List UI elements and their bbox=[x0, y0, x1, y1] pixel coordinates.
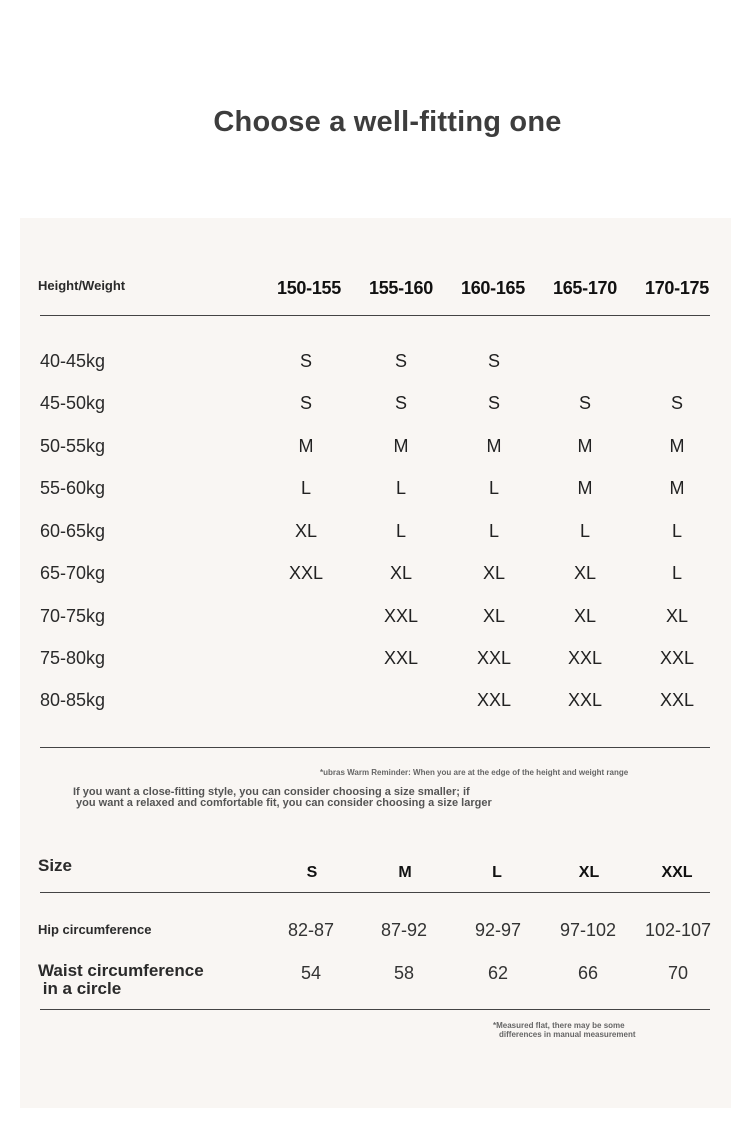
size-column-header: XL bbox=[578, 864, 600, 881]
weight-row-label: 65-70kg bbox=[40, 563, 106, 583]
page-title: Choose a well-fitting one bbox=[213, 106, 562, 138]
size-column-header: L bbox=[492, 864, 502, 881]
size-cell: XXL bbox=[567, 648, 603, 668]
warm-reminder-line-1: If you want a close-fitting style, you can consider choosing a size smaller; if bbox=[73, 786, 470, 798]
size-cell: M bbox=[486, 436, 502, 456]
measurement-bottom-divider bbox=[40, 1009, 710, 1010]
waist-label-line-1: Waist circumference bbox=[38, 961, 204, 980]
measurement-note-line-1: *Measured flat, there may be some bbox=[493, 1021, 625, 1030]
waist-value: 58 bbox=[393, 963, 415, 983]
size-cell: L bbox=[579, 521, 590, 541]
size-cell: L bbox=[671, 563, 682, 583]
size-cell: S bbox=[578, 393, 591, 413]
size-cell: XL bbox=[573, 563, 597, 583]
size-cell: S bbox=[394, 393, 407, 413]
height-column-header: 150-155 bbox=[277, 278, 341, 298]
size-cell: XXL bbox=[659, 648, 695, 668]
hip-value: 97-102 bbox=[559, 920, 617, 940]
weight-row-label: 80-85kg bbox=[40, 690, 106, 710]
weight-row-label: 60-65kg bbox=[40, 521, 106, 541]
size-cell: XXL bbox=[659, 690, 695, 710]
warm-reminder-line-2: you want a relaxed and comfortable fit, you can consider choosing a size larger bbox=[73, 797, 492, 809]
weight-row-label: 50-55kg bbox=[40, 436, 106, 456]
weight-row-label: 45-50kg bbox=[40, 393, 106, 413]
size-cell: L bbox=[395, 521, 406, 541]
size-cell: M bbox=[669, 436, 685, 456]
size-cell: XL bbox=[573, 606, 597, 626]
height-column-header: 170-175 bbox=[645, 278, 709, 298]
size-cell: L bbox=[488, 478, 499, 498]
height-column-header: 160-165 bbox=[461, 278, 525, 298]
weight-row-label: 75-80kg bbox=[40, 648, 106, 668]
size-cell: M bbox=[669, 478, 685, 498]
height-column-header: 155-160 bbox=[369, 278, 433, 298]
size-cell: XXL bbox=[476, 690, 512, 710]
warm-reminder-text bbox=[73, 787, 492, 809]
size-cell: XXL bbox=[383, 648, 419, 668]
size-corner-label: Size bbox=[38, 856, 73, 875]
size-cell: XXL bbox=[288, 563, 324, 583]
hip-value: 87-92 bbox=[380, 920, 428, 940]
size-cell: M bbox=[298, 436, 314, 456]
table-bottom-divider bbox=[40, 747, 710, 748]
size-cell: XL bbox=[665, 606, 689, 626]
size-cell: S bbox=[299, 393, 312, 413]
measurement-note bbox=[493, 1021, 636, 1039]
size-cell: XXL bbox=[476, 648, 512, 668]
size-cell: S bbox=[487, 351, 500, 371]
hip-value: 102-107 bbox=[644, 920, 712, 940]
size-column-header: M bbox=[398, 864, 412, 881]
size-cell: L bbox=[300, 478, 311, 498]
warm-reminder-heading: *ubras Warm Reminder: When you are at the edge of the height and weight range bbox=[320, 768, 629, 777]
size-cell: XXL bbox=[567, 690, 603, 710]
size-cell: XL bbox=[389, 563, 413, 583]
weight-row-label: 70-75kg bbox=[40, 606, 106, 626]
waist-value: 62 bbox=[487, 963, 509, 983]
size-cell: XL bbox=[482, 563, 506, 583]
size-cell: XXL bbox=[383, 606, 419, 626]
size-cell: XL bbox=[294, 521, 318, 541]
size-cell: XL bbox=[482, 606, 506, 626]
size-cell: L bbox=[671, 521, 682, 541]
size-cell: S bbox=[299, 351, 312, 371]
size-column-header: XXL bbox=[661, 864, 693, 881]
size-cell: S bbox=[394, 351, 407, 371]
height-column-header: 165-170 bbox=[553, 278, 617, 298]
weight-row-label: 40-45kg bbox=[40, 351, 106, 371]
waist-value: 70 bbox=[667, 963, 689, 983]
size-header-divider bbox=[40, 892, 710, 893]
size-cell: M bbox=[577, 436, 593, 456]
size-cell: M bbox=[393, 436, 409, 456]
height-weight-corner-label: Height/Weight bbox=[38, 278, 126, 293]
size-column-header: S bbox=[306, 864, 318, 881]
size-cell: L bbox=[488, 521, 499, 541]
waist-value: 66 bbox=[577, 963, 599, 983]
size-cell: S bbox=[487, 393, 500, 413]
size-cell: M bbox=[577, 478, 593, 498]
header-divider bbox=[40, 315, 710, 316]
waist-value: 54 bbox=[300, 963, 322, 983]
size-cell: L bbox=[395, 478, 406, 498]
hip-value: 82-87 bbox=[287, 920, 335, 940]
hip-label: Hip circumference bbox=[38, 922, 152, 937]
waist-label-line-2: in a circle bbox=[38, 979, 122, 998]
measurement-note-line-2: differences in manual measurement bbox=[499, 1030, 636, 1039]
waist-label bbox=[38, 962, 204, 998]
size-cell: S bbox=[670, 393, 683, 413]
hip-value: 92-97 bbox=[474, 920, 522, 940]
weight-row-label: 55-60kg bbox=[40, 478, 106, 498]
